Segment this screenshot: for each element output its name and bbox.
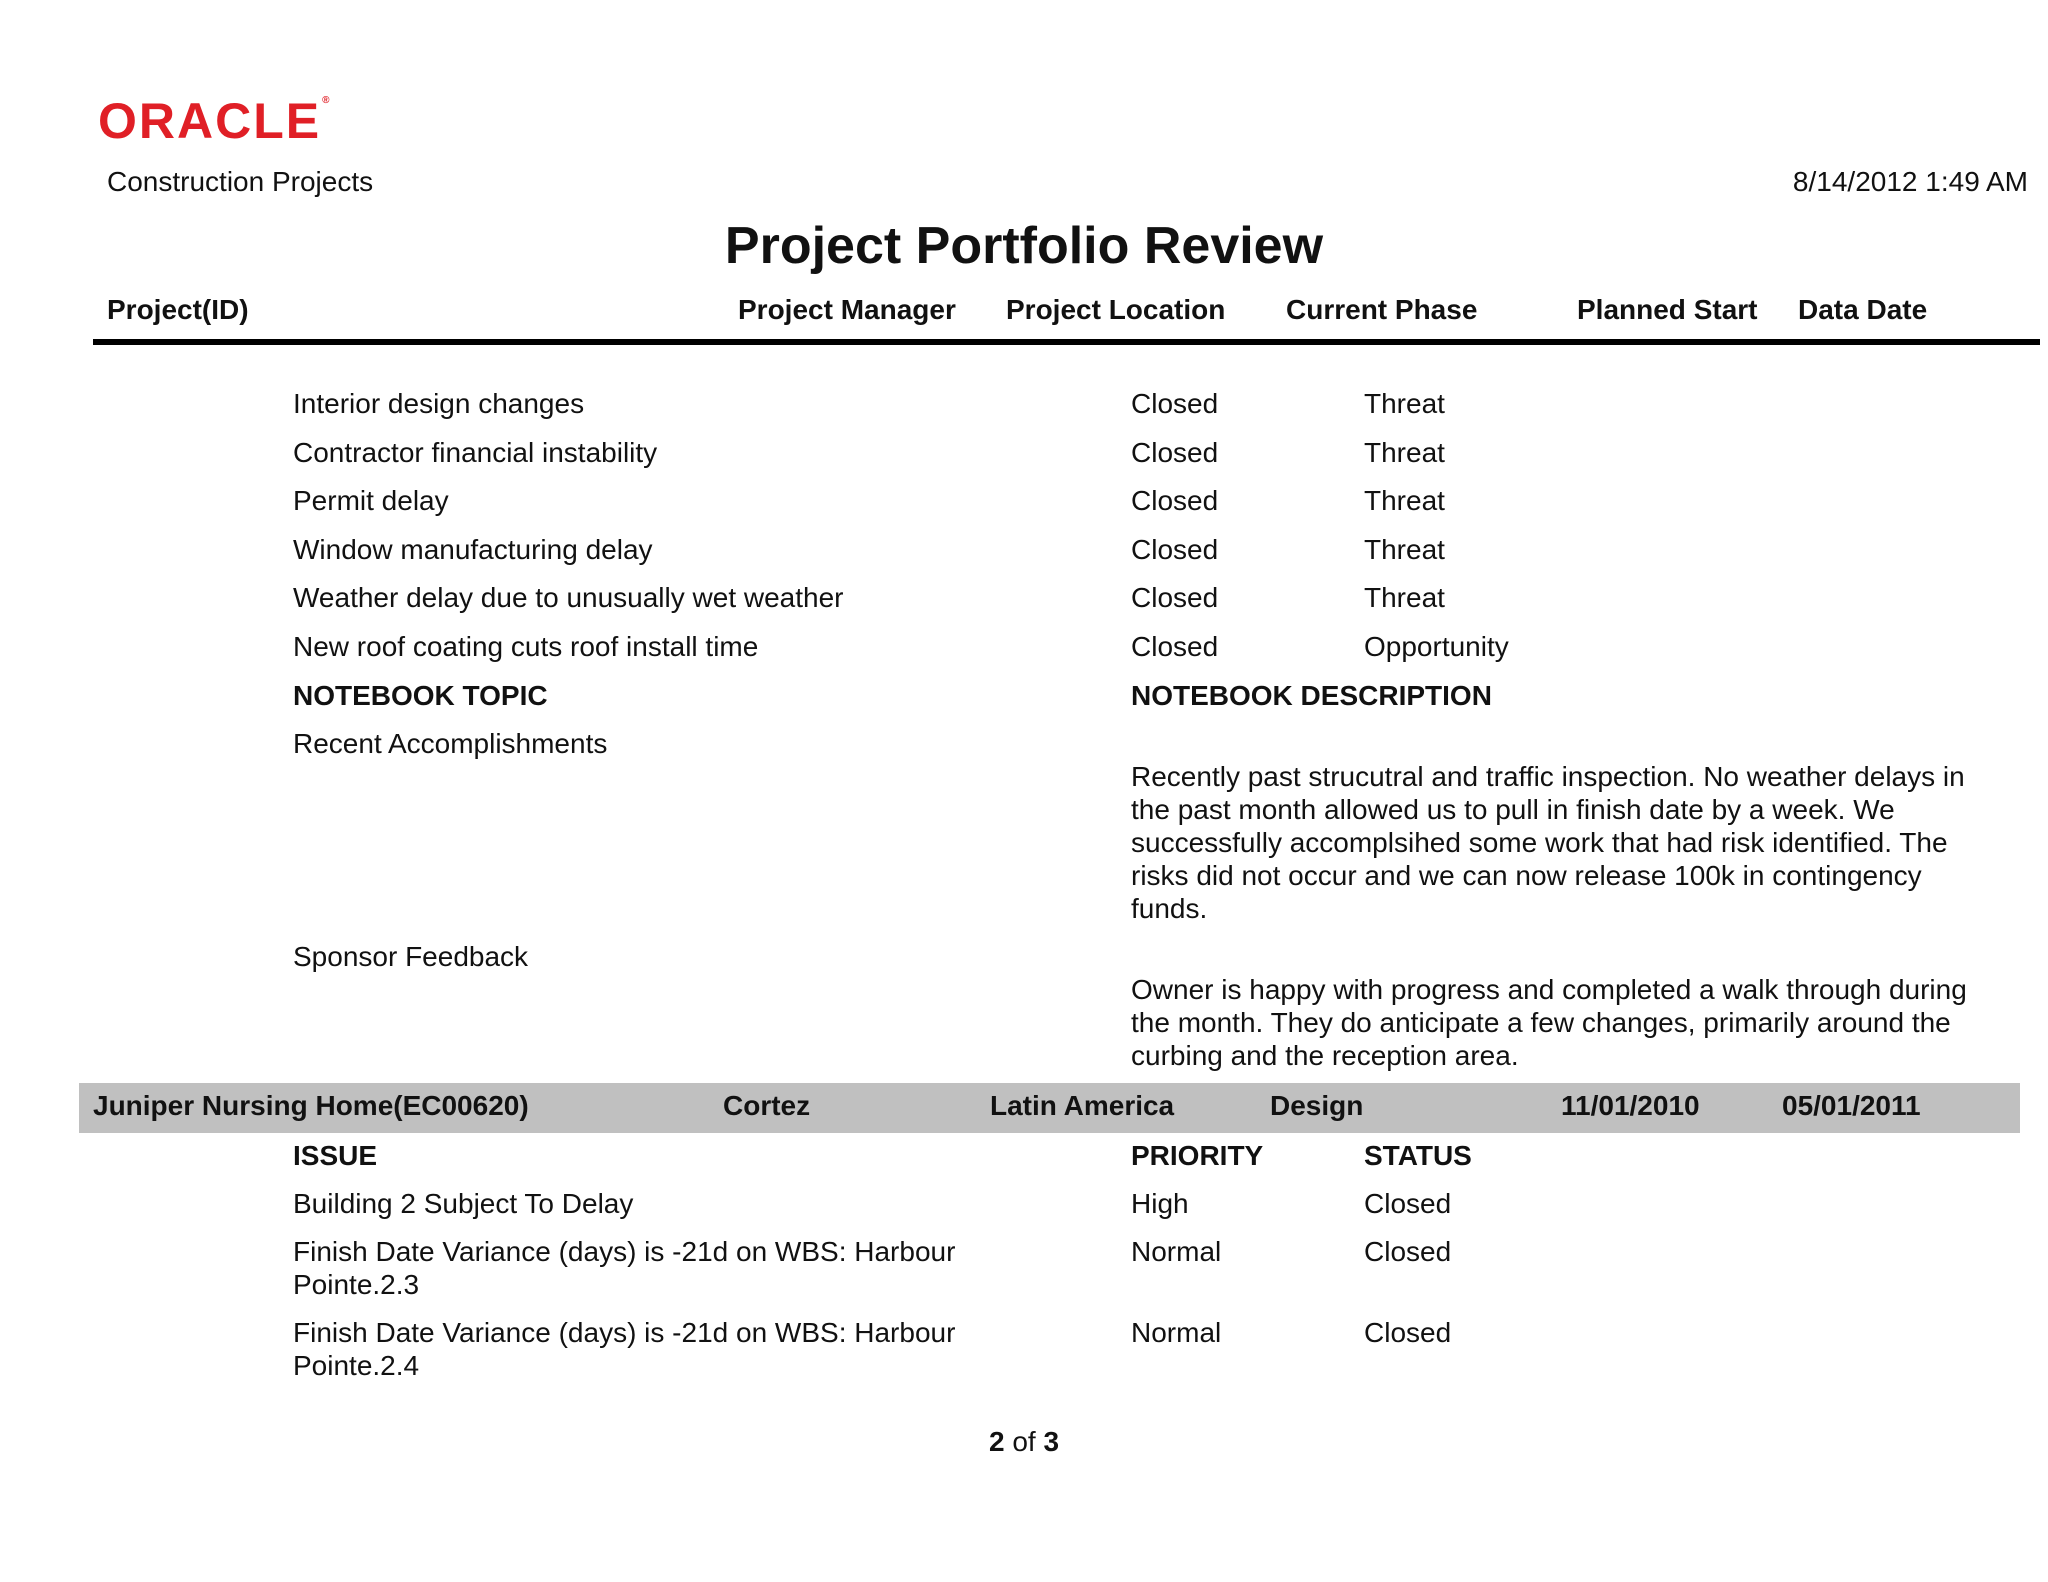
risk-type: Threat — [1364, 582, 1445, 613]
header-divider — [93, 339, 2040, 345]
report-datetime: 8/14/2012 1:49 AM — [1792, 166, 2028, 197]
page-total: 3 — [1043, 1426, 1060, 1457]
project-name: Juniper Nursing Home(EC00620) — [93, 1090, 529, 1121]
project-manager: Cortez — [723, 1090, 811, 1121]
column-header-planned-start: Planned Start — [1577, 294, 1758, 325]
oracle-logo-text: ORACLE — [98, 93, 322, 149]
risk-status: Closed — [1131, 485, 1219, 516]
report-subtitle: Construction Projects — [107, 166, 374, 197]
notebook-topic: Recent Accomplishments — [293, 728, 608, 759]
page-of: of — [1012, 1426, 1036, 1457]
risk-status: Closed — [1131, 437, 1219, 468]
column-header-project-location: Project Location — [1006, 294, 1226, 325]
page-current: 2 — [988, 1426, 1005, 1457]
notebook-description-heading: NOTEBOOK DESCRIPTION — [1131, 680, 1492, 711]
status-heading: STATUS — [1364, 1140, 1472, 1171]
risk-type: Threat — [1364, 388, 1445, 419]
registered-mark: ® — [322, 95, 330, 106]
issue-heading: ISSUE — [293, 1140, 378, 1171]
notebook-topic-heading: NOTEBOOK TOPIC — [293, 680, 548, 711]
page-number — [0, 1426, 2048, 1458]
page-title: Project Portfolio Review — [724, 217, 1324, 275]
notebook-topic: Sponsor Feedback — [293, 941, 529, 972]
notebook-description: Recently past strucutral and traffic inspection. No weather delays in the past month allowed us to pull in finish date by a week. We successfully accomplsihed some work that had risk identified. The risks did not occur and we can now release 100k in contingency funds. — [1131, 761, 1965, 924]
risk-name: Weather delay due to unusually wet weather — [293, 582, 844, 613]
issue-status: Closed — [1364, 1317, 1452, 1348]
risk-type: Threat — [1364, 534, 1445, 565]
project-location: Latin America — [990, 1090, 1175, 1121]
risk-type: Threat — [1364, 485, 1445, 516]
risk-name: Interior design changes — [293, 388, 585, 419]
risk-status: Closed — [1131, 582, 1219, 613]
risk-name: Permit delay — [293, 485, 449, 516]
risk-type: Threat — [1364, 437, 1445, 468]
risk-name: New roof coating cuts roof install time — [293, 631, 759, 662]
priority-heading: PRIORITY — [1131, 1140, 1264, 1171]
issue-priority: Normal — [1131, 1236, 1222, 1267]
risk-status: Closed — [1131, 534, 1219, 565]
project-data-date: 05/01/2011 — [1782, 1090, 1921, 1121]
issue-name: Building 2 Subject To Delay — [293, 1188, 634, 1219]
project-planned-start: 11/01/2010 — [1561, 1090, 1700, 1121]
issue-priority: Normal — [1131, 1317, 1222, 1348]
risk-type: Opportunity — [1364, 631, 1509, 662]
risk-status: Closed — [1131, 631, 1219, 662]
project-phase: Design — [1270, 1090, 1364, 1121]
notebook-description: Owner is happy with progress and completed a walk through during the month. They do anticipate a few changes, primarily around the curbing and the reception area. — [1131, 974, 1967, 1071]
column-header-current-phase: Current Phase — [1286, 294, 1478, 325]
issue-status: Closed — [1364, 1188, 1452, 1219]
risk-name: Contractor financial instability — [293, 437, 658, 468]
column-header-data-date: Data Date — [1798, 294, 1928, 325]
column-header-project-manager: Project Manager — [738, 294, 956, 325]
issue-priority: High — [1131, 1188, 1189, 1219]
risk-status: Closed — [1131, 388, 1219, 419]
issue-status: Closed — [1364, 1236, 1452, 1267]
oracle-logo — [98, 93, 330, 149]
column-header-project-id: Project(ID) — [107, 294, 249, 325]
issue-name: Finish Date Variance (days) is -21d on WBS: Harbour Pointe.2.4 — [293, 1317, 956, 1381]
risk-name: Window manufacturing delay — [293, 534, 653, 565]
issue-name: Finish Date Variance (days) is -21d on WBS: Harbour Pointe.2.3 — [293, 1236, 956, 1300]
